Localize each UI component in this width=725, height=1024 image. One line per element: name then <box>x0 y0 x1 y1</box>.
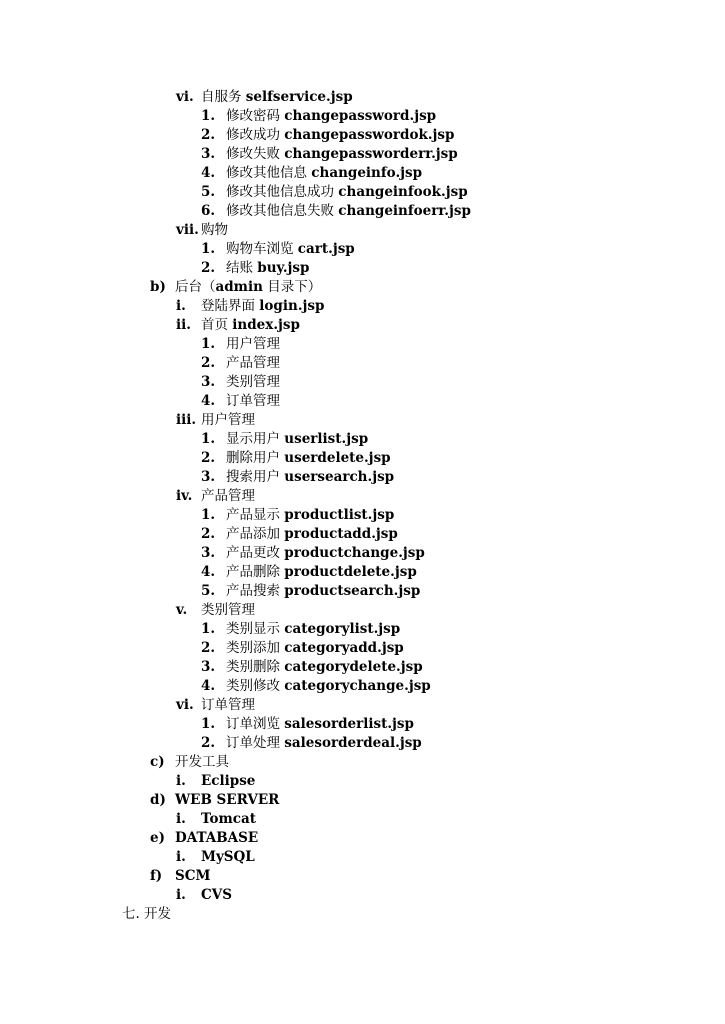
chinese-label: 显示用户 <box>226 431 280 447</box>
chinese-label: 产品添加 <box>226 526 280 542</box>
line-text <box>226 734 422 753</box>
list-marker: 1. <box>201 108 216 124</box>
outline-line <box>0 411 725 430</box>
outline-line <box>0 487 725 506</box>
list-marker: f) <box>150 868 163 884</box>
line-text <box>226 430 368 449</box>
file-name: Tomcat <box>201 811 256 827</box>
list-marker: vi. <box>176 89 194 105</box>
chinese-label: 产品管理 <box>201 488 255 504</box>
line-text <box>226 107 436 126</box>
list-marker: 七. <box>122 906 140 922</box>
line-text <box>201 297 324 316</box>
file-name: selfservice.jsp <box>245 89 353 105</box>
outline-line <box>0 544 725 563</box>
file-name: DATABASE <box>175 830 259 846</box>
outline-line <box>0 620 725 639</box>
line-text <box>226 392 280 411</box>
outline-line <box>0 563 725 582</box>
outline-line <box>0 240 725 259</box>
line-text <box>226 354 280 373</box>
line-text <box>226 620 400 639</box>
file-name: index.jsp <box>232 317 300 333</box>
chinese-label: 类别管理 <box>201 602 255 618</box>
file-name: login.jsp <box>259 298 325 314</box>
list-marker: 4. <box>201 393 216 409</box>
list-marker: 3. <box>201 659 216 675</box>
outline-line <box>0 335 725 354</box>
line-text <box>226 202 471 221</box>
outline-line <box>0 221 725 240</box>
outline-line <box>0 468 725 487</box>
chinese-label: 产品搜索 <box>226 583 280 599</box>
line-text <box>175 829 258 848</box>
chinese-label: 修改密码 <box>226 108 280 124</box>
list-marker: i. <box>176 773 186 789</box>
chinese-label: 搜索用户 <box>226 469 280 485</box>
list-marker: i. <box>176 849 186 865</box>
line-text <box>226 468 394 487</box>
file-name: salesorderlist.jsp <box>284 716 414 732</box>
line-text <box>226 677 431 696</box>
outline-line <box>0 848 725 867</box>
outline-line <box>0 354 725 373</box>
line-text <box>226 145 458 164</box>
outline-line <box>0 88 725 107</box>
list-marker: 2. <box>201 450 216 466</box>
outline-line <box>0 525 725 544</box>
outline-line <box>0 658 725 677</box>
chinese-label: 结账 <box>226 260 253 276</box>
list-marker: b) <box>150 279 166 295</box>
list-marker: vi. <box>176 697 194 713</box>
list-marker: 1. <box>201 507 216 523</box>
chinese-label: 用户管理 <box>226 336 280 352</box>
outline-line <box>0 867 725 886</box>
file-name: MySQL <box>201 849 255 865</box>
file-name: changeinfoerr.jsp <box>338 203 471 219</box>
outline-line <box>0 164 725 183</box>
line-text <box>201 601 255 620</box>
file-name: productlist.jsp <box>284 507 395 523</box>
list-marker: 5. <box>201 184 216 200</box>
line-text <box>201 411 255 430</box>
chinese-label: 产品删除 <box>226 564 280 580</box>
outline-line <box>0 297 725 316</box>
file-name: admin <box>215 279 263 295</box>
file-name: categorychange.jsp <box>284 678 431 694</box>
list-marker: i. <box>176 298 186 314</box>
outline-line <box>0 259 725 278</box>
chinese-label: 类别添加 <box>226 640 280 656</box>
chinese-label: 订单处理 <box>226 735 280 751</box>
line-text <box>201 316 300 335</box>
line-text <box>226 506 394 525</box>
list-marker: 1. <box>201 621 216 637</box>
outline-line <box>0 449 725 468</box>
line-text <box>201 772 255 791</box>
line-text <box>175 791 279 810</box>
chinese-label: 开发 <box>144 906 171 922</box>
chinese-label: 修改成功 <box>226 127 280 143</box>
chinese-label: 产品更改 <box>226 545 280 561</box>
outline-line <box>0 430 725 449</box>
list-marker: e) <box>150 830 165 846</box>
chinese-label: 购物车浏览 <box>226 241 294 257</box>
list-marker: 6. <box>201 203 216 219</box>
list-marker: iv. <box>176 488 193 504</box>
line-text <box>175 278 321 297</box>
outline-line <box>0 905 725 924</box>
list-marker: i. <box>176 811 186 827</box>
list-marker: 2. <box>201 127 216 143</box>
list-marker: 1. <box>201 241 216 257</box>
line-text <box>226 240 355 259</box>
list-marker: c) <box>150 754 165 770</box>
list-marker: 3. <box>201 146 216 162</box>
outline-line <box>0 202 725 221</box>
file-name: Eclipse <box>201 773 256 789</box>
file-name: changeinfook.jsp <box>338 184 468 200</box>
file-name: productchange.jsp <box>284 545 425 561</box>
list-marker: 2. <box>201 355 216 371</box>
list-marker: 2. <box>201 260 216 276</box>
outline-list <box>0 88 725 924</box>
list-marker: 5. <box>201 583 216 599</box>
outline-line <box>0 810 725 829</box>
outline-line <box>0 145 725 164</box>
line-text <box>226 525 398 544</box>
file-name: categorydelete.jsp <box>284 659 423 675</box>
outline-line <box>0 392 725 411</box>
outline-line <box>0 601 725 620</box>
outline-line <box>0 696 725 715</box>
outline-line <box>0 107 725 126</box>
file-name: changepassword.jsp <box>284 108 437 124</box>
file-name: userlist.jsp <box>284 431 369 447</box>
line-text <box>226 639 404 658</box>
line-text <box>226 563 417 582</box>
line-text <box>175 867 210 886</box>
file-name: productsearch.jsp <box>284 583 421 599</box>
chinese-label: 类别删除 <box>226 659 280 675</box>
line-text <box>226 373 280 392</box>
chinese-label: 产品显示 <box>226 507 280 523</box>
line-text <box>201 810 256 829</box>
list-marker: 1. <box>201 336 216 352</box>
chinese-label-suffix: 目录下） <box>267 279 322 295</box>
line-text <box>226 335 280 354</box>
chinese-label: 用户管理 <box>201 412 255 428</box>
list-marker: 2. <box>201 640 216 656</box>
file-name: buy.jsp <box>257 260 310 276</box>
outline-line <box>0 506 725 525</box>
chinese-label: 订单浏览 <box>226 716 280 732</box>
list-marker: i. <box>176 887 186 903</box>
file-name: changepassworderr.jsp <box>284 146 458 162</box>
chinese-label: 产品管理 <box>226 355 280 371</box>
outline-line <box>0 734 725 753</box>
chinese-label: 修改失败 <box>226 146 280 162</box>
outline-line <box>0 126 725 145</box>
list-marker: 3. <box>201 374 216 390</box>
list-marker: d) <box>150 792 166 808</box>
outline-line <box>0 373 725 392</box>
file-name: categorylist.jsp <box>284 621 401 637</box>
outline-line <box>0 183 725 202</box>
line-text <box>226 164 422 183</box>
file-name: SCM <box>175 868 211 884</box>
list-marker: 4. <box>201 678 216 694</box>
line-text <box>201 487 255 506</box>
list-marker: 4. <box>201 564 216 580</box>
line-text <box>201 221 228 240</box>
list-marker: 1. <box>201 431 216 447</box>
chinese-label: 修改其他信息成功 <box>226 184 334 200</box>
outline-line <box>0 677 725 696</box>
line-text <box>144 905 171 924</box>
outline-line <box>0 715 725 734</box>
chinese-label: 类别修改 <box>226 678 280 694</box>
list-marker: 2. <box>201 526 216 542</box>
line-text <box>226 582 420 601</box>
chinese-label: 修改其他信息失败 <box>226 203 334 219</box>
line-text <box>175 753 229 772</box>
list-marker: 2. <box>201 735 216 751</box>
outline-line <box>0 829 725 848</box>
outline-line <box>0 791 725 810</box>
chinese-label: 首页 <box>201 317 228 333</box>
chinese-label: 登陆界面 <box>201 298 255 314</box>
list-marker: vii. <box>176 222 199 238</box>
file-name: categoryadd.jsp <box>284 640 404 656</box>
list-marker: iii. <box>176 412 197 428</box>
file-name: cart.jsp <box>297 241 355 257</box>
list-marker: ii. <box>176 317 191 333</box>
line-text <box>201 848 255 867</box>
outline-line <box>0 772 725 791</box>
outline-line <box>0 753 725 772</box>
outline-line <box>0 582 725 601</box>
line-text <box>226 183 468 202</box>
line-text <box>226 544 425 563</box>
file-name: usersearch.jsp <box>284 469 395 485</box>
line-text <box>201 88 353 107</box>
chinese-label: 类别管理 <box>226 374 280 390</box>
chinese-label: 开发工具 <box>175 754 229 770</box>
chinese-label: 后台（ <box>175 279 216 295</box>
file-name: WEB SERVER <box>175 792 280 808</box>
outline-line <box>0 886 725 905</box>
list-marker: v. <box>176 602 188 618</box>
line-text <box>226 259 309 278</box>
file-name: changeinfo.jsp <box>311 165 423 181</box>
line-text <box>226 126 454 145</box>
outline-line <box>0 278 725 297</box>
file-name: productadd.jsp <box>284 526 398 542</box>
list-marker: 3. <box>201 545 216 561</box>
outline-line <box>0 639 725 658</box>
chinese-label: 订单管理 <box>201 697 255 713</box>
chinese-label: 购物 <box>201 222 228 238</box>
list-marker: 4. <box>201 165 216 181</box>
chinese-label: 类别显示 <box>226 621 280 637</box>
file-name: productdelete.jsp <box>284 564 417 580</box>
line-text <box>226 715 414 734</box>
file-name: salesorderdeal.jsp <box>284 735 422 751</box>
list-marker: 1. <box>201 716 216 732</box>
line-text <box>201 696 255 715</box>
outline-line <box>0 316 725 335</box>
file-name: changepasswordok.jsp <box>284 127 455 143</box>
line-text <box>226 658 423 677</box>
file-name: userdelete.jsp <box>284 450 391 466</box>
line-text <box>226 449 391 468</box>
chinese-label: 删除用户 <box>226 450 280 466</box>
list-marker: 3. <box>201 469 216 485</box>
chinese-label: 自服务 <box>201 89 242 105</box>
chinese-label: 订单管理 <box>226 393 280 409</box>
chinese-label: 修改其他信息 <box>226 165 307 181</box>
line-text <box>201 886 232 905</box>
file-name: CVS <box>201 887 232 903</box>
